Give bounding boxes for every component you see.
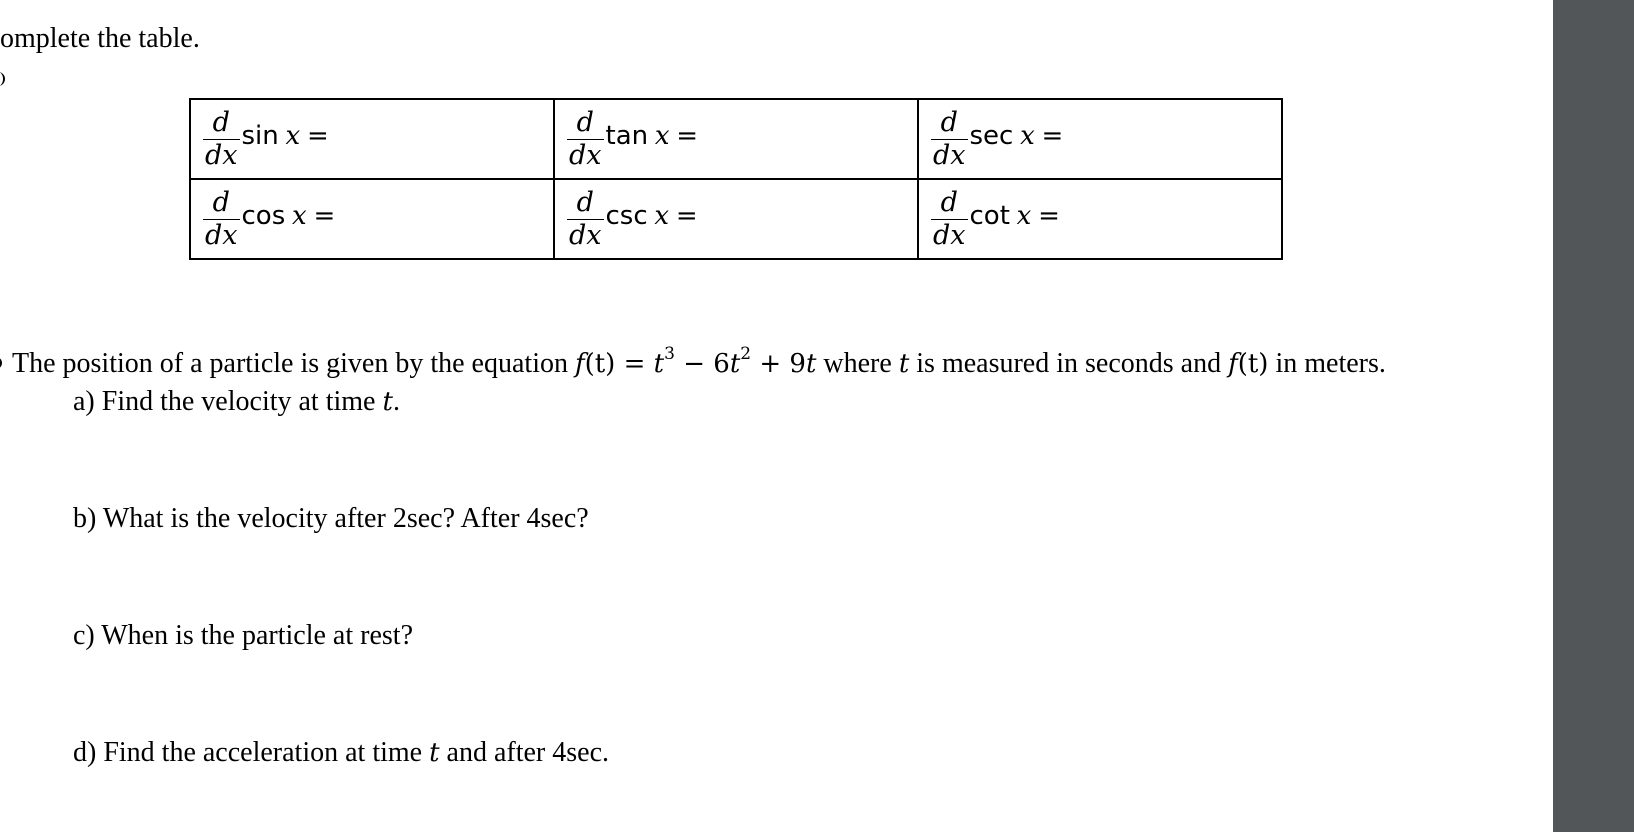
table-cell-tan xyxy=(554,99,918,179)
question-d-text: d) Find the acceleration at time xyxy=(73,737,430,768)
math-t: t xyxy=(805,349,817,379)
variable: x xyxy=(1020,121,1035,151)
derivatives-table xyxy=(189,98,1283,260)
derivative-fraction xyxy=(931,188,968,251)
derivative-expression xyxy=(567,108,698,171)
equals-sign: = xyxy=(1041,121,1064,151)
list-bullet-marker xyxy=(0,72,5,86)
fraction-denominator: dx xyxy=(933,219,966,251)
fraction-denominator: dx xyxy=(205,219,238,251)
math-exponent: 3 xyxy=(664,343,675,364)
problem-text: where xyxy=(816,348,899,379)
fraction-denominator: dx xyxy=(933,139,966,171)
problem-intro: The position of a particle is given by the equation xyxy=(12,348,575,379)
table-cell-csc xyxy=(554,179,918,259)
derivative-expression xyxy=(203,188,335,251)
derivative-expression xyxy=(203,108,329,171)
variable: x xyxy=(285,121,301,151)
table-row xyxy=(190,179,1282,259)
list-bullet-marker xyxy=(0,357,2,369)
function-name: tan xyxy=(605,121,649,151)
table-row xyxy=(190,99,1282,179)
table-cell-sec xyxy=(918,99,1282,179)
fraction-numerator: d xyxy=(212,186,230,218)
math-arg: (t) xyxy=(584,349,616,379)
fraction-numerator: d xyxy=(212,106,230,138)
derivative-fraction xyxy=(931,108,968,171)
math-t: t xyxy=(429,738,440,768)
variable: x xyxy=(654,201,670,231)
derivative-expression xyxy=(931,188,1060,251)
problem-text: in meters. xyxy=(1268,348,1386,379)
question-b: b) What is the velocity after 2sec? After 4sec? xyxy=(73,503,589,534)
math-exponent: 2 xyxy=(740,343,752,364)
variable: x xyxy=(1016,201,1032,231)
math-f: f xyxy=(574,349,585,379)
table-cell-cos xyxy=(190,179,554,259)
fraction-denominator: dx xyxy=(569,219,602,251)
math-t: t xyxy=(382,387,393,417)
fraction-numerator: d xyxy=(576,186,594,218)
table-cell-cot xyxy=(918,179,1282,259)
derivative-expression xyxy=(567,188,698,251)
derivative-fraction xyxy=(203,188,240,251)
fraction-numerator: d xyxy=(576,106,594,138)
variable: x xyxy=(654,121,670,151)
question-c: c) When is the particle at rest? xyxy=(73,620,413,651)
equals-sign: = xyxy=(306,121,329,151)
viewer-gutter xyxy=(1553,0,1634,832)
derivative-fraction xyxy=(567,108,604,171)
equals-sign: = xyxy=(313,201,336,231)
derivative-fraction xyxy=(567,188,604,251)
math-t: t xyxy=(898,349,910,379)
table-cell-sin xyxy=(190,99,554,179)
fraction-numerator: d xyxy=(940,106,958,138)
question-d-end: and after 4sec. xyxy=(439,737,610,768)
math-equals: = xyxy=(615,349,654,379)
derivative-expression xyxy=(931,108,1063,171)
function-name: cos xyxy=(241,201,286,231)
equals-sign: = xyxy=(1038,201,1060,231)
variable: x xyxy=(292,201,307,231)
function-name: sec xyxy=(969,121,1014,151)
math-term: + 9 xyxy=(751,349,806,379)
fraction-denominator: dx xyxy=(205,139,238,171)
question-d xyxy=(73,736,609,770)
math-t: t xyxy=(653,349,665,379)
fraction-denominator: dx xyxy=(569,139,602,171)
math-term: − 6 xyxy=(674,349,730,379)
problem-statement xyxy=(12,343,1386,381)
equals-sign: = xyxy=(675,201,698,231)
instruction-text: omplete the table. xyxy=(0,23,200,54)
problem-text: is measured in seconds and xyxy=(909,348,1229,379)
math-arg: (t) xyxy=(1237,349,1269,379)
function-name: sin xyxy=(241,121,279,151)
math-t: t xyxy=(729,349,741,379)
question-a xyxy=(73,385,400,419)
function-name: cot xyxy=(969,201,1010,231)
math-f: f xyxy=(1228,349,1238,379)
equals-sign: = xyxy=(676,121,699,151)
function-name: csc xyxy=(605,201,648,231)
question-a-text: a) Find the velocity at time xyxy=(73,386,383,417)
question-a-end: . xyxy=(392,386,400,417)
derivative-fraction xyxy=(203,108,240,171)
fraction-numerator: d xyxy=(940,186,958,218)
